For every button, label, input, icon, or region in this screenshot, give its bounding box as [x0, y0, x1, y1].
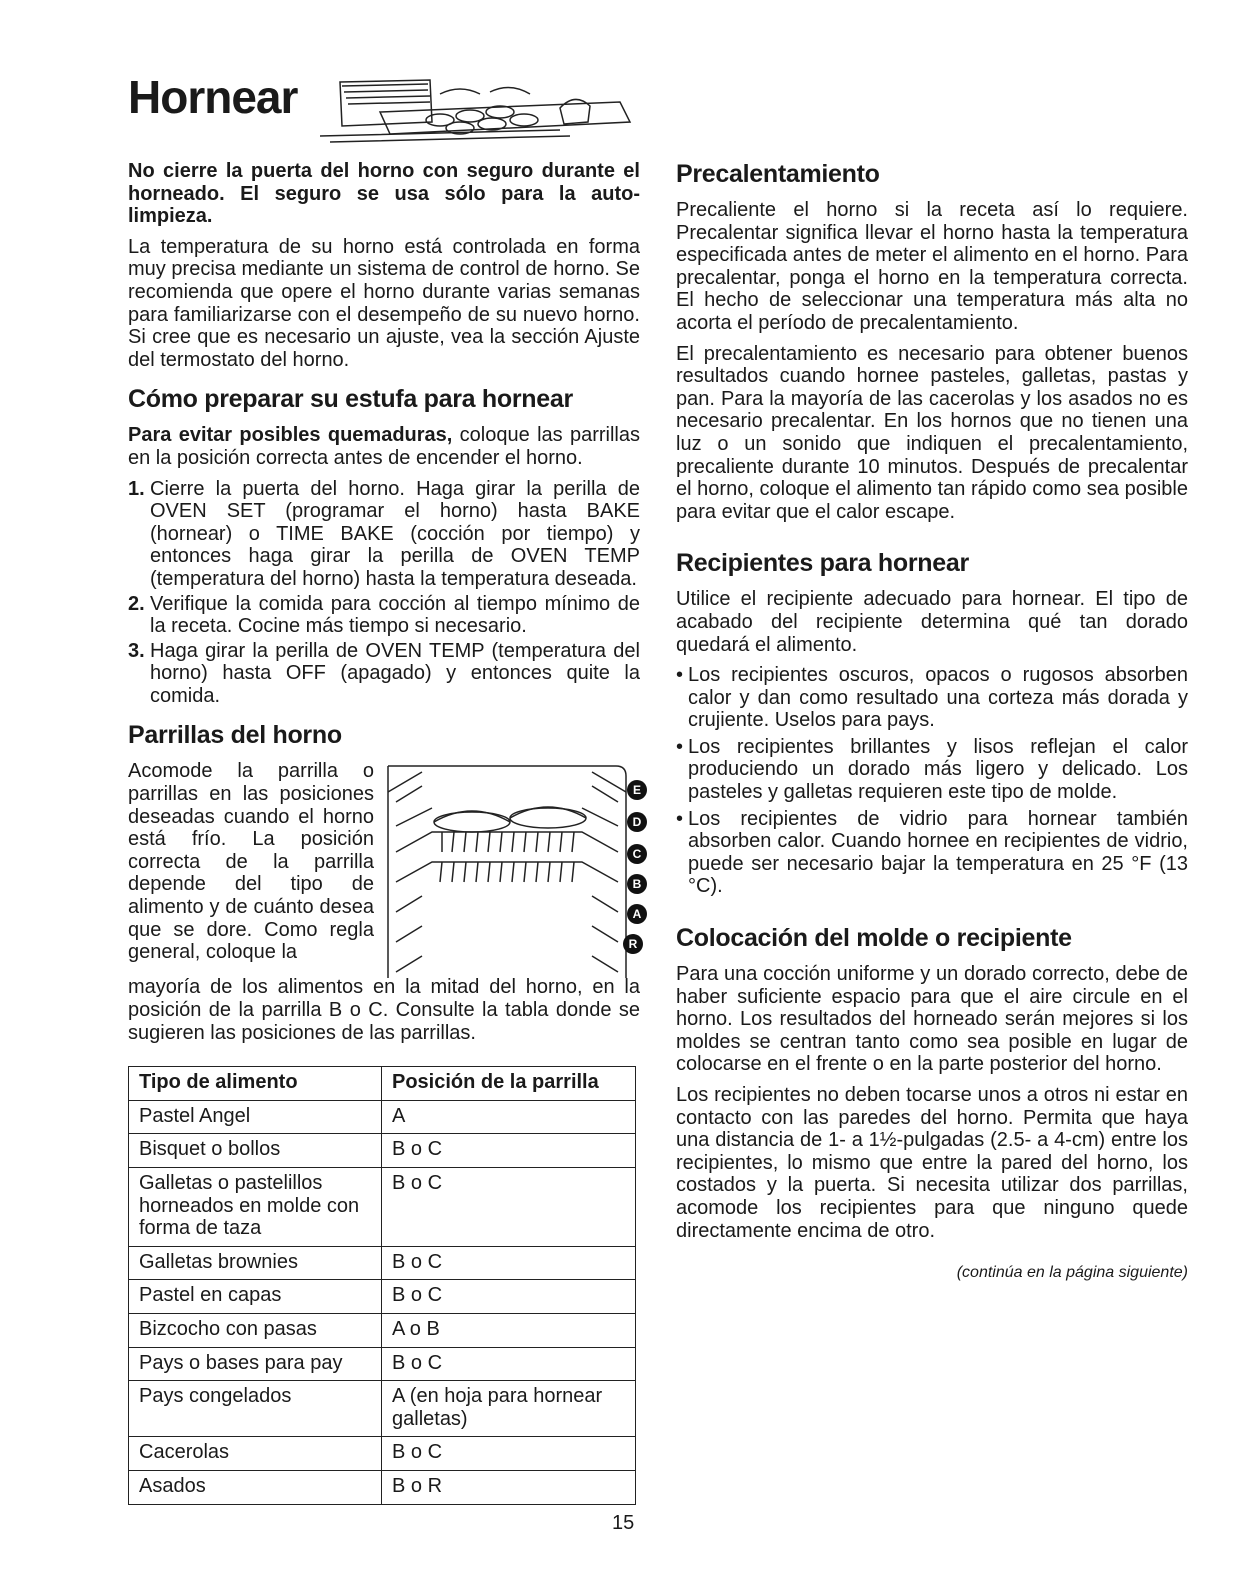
step-number: 1.: [128, 477, 145, 500]
table-cell: Bizcocho con pasas: [129, 1314, 382, 1348]
placement-paragraph-1: Para una cocción uniforme y un dorado correcto, debe de haber suficiente espacio para que el aire circule en el horno. Los resultados del horneado serán mejores si los moldes se centran tanto como sea posible en lugar de colocarse en el frente o en la parte posterior del horno.: [676, 963, 1188, 1076]
preheat-paragraph-2: El precalentamiento es necesario para obtener buenos resultados cuando hornee pasteles, galletas, pastas y pan. Para la mayoría de las cacerolas y los asados no es necesario precalentar. En los hornos que no tienen una luz o un sonido que indiquen el precalentamiento, precaliente durante 10 minutos. Después de precalentar el horno, coloque el alimento tan rápido como sea posible para evitar que el calor escape.: [676, 342, 1188, 523]
placement-heading: Colocación del molde o recipiente: [676, 924, 1072, 953]
rack-label: B: [632, 877, 642, 892]
intro-paragraph: La temperatura de su horno está controlada en forma muy precisa mediante un sistema de control de horno. Se recomienda que opere el horno durante varias semanas para familiarizarse con el desempeño de su nuevo horno. Si cree que es necesario un ajuste, vea la sección Ajuste del termostato del horno.: [128, 235, 640, 371]
table-cell: Cacerolas: [129, 1437, 382, 1471]
step-text: Verifique la comida para cocción al tiempo mínimo de la receta. Cocine más tiempo si necesario.: [150, 592, 640, 638]
prep-paragraph: [128, 424, 640, 469]
warning-text: No cierre la puerta del horno con seguro durante el horneado. El seguro se usa sólo para la auto-limpieza.: [128, 160, 640, 228]
baking-pans-illustration: [320, 72, 640, 160]
racks-heading: Parrillas del horno: [128, 721, 342, 750]
table-cell: A o B: [382, 1314, 636, 1348]
right-column: [676, 160, 1188, 1282]
table-cell: B o C: [382, 1347, 636, 1381]
pans-intro: Utilice el recipiente adecuado para hornear. El tipo de acabado del recipiente determina qué tan dorado quedará el alimento.: [676, 588, 1188, 656]
rack-position-table: [128, 1066, 636, 1504]
rack-label: A: [632, 907, 642, 922]
continued-note: (continúa en la página siguiente): [956, 1264, 1188, 1282]
racks-section: [128, 760, 640, 976]
pans-heading: Recipientes para hornear: [676, 549, 969, 578]
table-header-row: [129, 1067, 636, 1101]
table-cell: Pays congelados: [129, 1381, 382, 1437]
racks-paragraph: Acomode la parrilla o parrillas en las posiciones deseadas cuando el horno está frío. La posición correcta de la parrilla depende del tipo de alimento y de cuánto desea que se dore. Como regla general, coloque la: [128, 760, 374, 964]
list-item: • Los recipientes de vidrio para hornear también absorben calor. Cuando hornee en recipientes de vidrio, puede ser necesario bajar la temperatura en 25 °F (13 °C).: [676, 808, 1188, 898]
table-cell: Pays o bases para pay: [129, 1347, 382, 1381]
table-cell: A: [382, 1100, 636, 1134]
table-row: [129, 1280, 636, 1314]
step-item: [128, 640, 640, 708]
pans-bullets: [676, 664, 1188, 898]
table-row: [129, 1381, 636, 1437]
step-item: [128, 478, 640, 591]
table-cell: B o C: [382, 1280, 636, 1314]
table-cell: Asados: [129, 1470, 382, 1504]
table-cell: B o C: [382, 1168, 636, 1247]
rack-label: R: [628, 937, 638, 952]
placement-paragraph-2: Los recipientes no deben tocarse unos a otros ni estar en contacto con las paredes del horno. Permita que haya una distancia de 1- a 1½-pulgadas (2.5- a 4-cm) entre los recipientes, lo mismo que entre la pared del horno, los costados y la puerta. Si necesita utilizar dos parrillas, acomode los recipientes para que ninguno quede directamente encima de otro.: [676, 1084, 1188, 1242]
table-cell: B o C: [382, 1246, 636, 1280]
step-text: Haga girar la perilla de OVEN TEMP (temperatura del horno) hasta OFF (apagado) y entonces quite la comida.: [150, 639, 640, 707]
left-column: [128, 160, 640, 1505]
table-row: [129, 1470, 636, 1504]
prep-heading: Cómo preparar su estufa para hornear: [128, 385, 573, 414]
preheat-heading: Precalentamiento: [676, 160, 880, 188]
table-row: [129, 1134, 636, 1168]
rack-label: C: [632, 847, 642, 862]
table-row: [129, 1314, 636, 1348]
table-header: Posición de la parrilla: [382, 1067, 636, 1101]
table-row: [129, 1246, 636, 1280]
table-row: [129, 1347, 636, 1381]
step-text: Cierre la puerta del horno. Haga girar la perilla de OVEN SET (programar el horno) hasta BAKE (hornear) o TIME BAKE (cocción por tiempo) y entonces haga girar la perilla de OVEN TEMP (temperatura del horno) hasta la temperatura deseada.: [150, 477, 640, 590]
table-cell: Galletas brownies: [129, 1246, 382, 1280]
table-cell: B o C: [382, 1437, 636, 1471]
rack-label: E: [632, 783, 642, 798]
table-cell: B o C: [382, 1134, 636, 1168]
oven-rack-diagram: [382, 762, 650, 982]
preheat-paragraph-1: Precaliente el horno si la receta así lo requiere. Precalentar significa llevar el horno hasta la temperatura especificada antes de meter el alimento en el horno. Para precalentar, ponga el horno en la temperatura correcta. El hecho de seleccionar una temperatura más alta no acorta el período de precalentamiento.: [676, 199, 1188, 334]
table-cell: Bisquet o bollos: [129, 1134, 382, 1168]
page-title: Hornear: [128, 71, 298, 123]
rack-label: D: [632, 815, 642, 830]
steps-list: [128, 478, 640, 708]
table-cell: Galletas o pastelillos horneados en molde con forma de taza: [129, 1168, 382, 1247]
table-row: [129, 1100, 636, 1134]
table-row: [129, 1437, 636, 1471]
step-item: [128, 593, 640, 638]
step-number: 3.: [128, 639, 145, 662]
list-item: • Los recipientes brillantes y lisos reflejan el calor produciendo un dorado más ligero y delicado. Los pasteles y galletas requieren este tipo de molde.: [676, 736, 1188, 804]
table-header: Tipo de alimento: [129, 1067, 382, 1101]
table-row: [129, 1168, 636, 1247]
prep-bold-lead: Para evitar posibles quemaduras,: [128, 424, 453, 447]
table-cell: Pastel en capas: [129, 1280, 382, 1314]
table-cell: Pastel Angel: [129, 1100, 382, 1134]
racks-paragraph-tail: mayoría de los alimentos en la mitad del horno, en la posición de la parrilla B o C. Consulte la tabla donde se sugieren las posiciones de las parrillas.: [128, 976, 640, 1044]
list-item: • Los recipientes oscuros, opacos o rugosos absorben calor y dan como resultado una corteza más dorada y crujiente. Uselos para pays.: [676, 664, 1188, 732]
table-cell: A (en hoja para hornear galletas): [382, 1381, 636, 1437]
step-number: 2.: [128, 592, 145, 615]
table-cell: B o R: [382, 1470, 636, 1504]
prep-text: coloque las parrillas en la posición correcta antes de encender el horno.: [128, 424, 640, 469]
page-number: 15: [612, 1512, 635, 1534]
